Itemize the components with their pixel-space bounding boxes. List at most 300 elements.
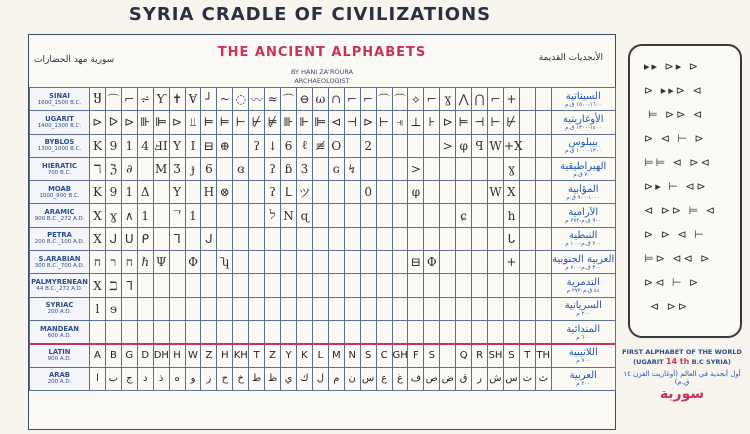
script-date: 700 B.C.	[47, 169, 72, 176]
letter-cell	[360, 157, 376, 180]
letter-cell	[408, 274, 424, 297]
letter-cell	[456, 274, 472, 297]
letter-cell: M	[328, 344, 344, 367]
script-name-cell	[30, 157, 90, 180]
letter-cell	[456, 320, 472, 343]
letter-cell: ⊳	[121, 111, 137, 134]
arabic-script-name: المندائية	[566, 323, 601, 335]
letter-cell	[153, 204, 169, 227]
letter-cell	[249, 297, 265, 320]
letter-cell	[424, 204, 440, 227]
letter-cell	[344, 204, 360, 227]
letter-cell	[519, 227, 535, 250]
letter-cell	[233, 227, 249, 250]
letter-cell: ⊪	[281, 111, 297, 134]
letter-cell	[296, 227, 312, 250]
letter-cell: ⊭	[265, 111, 281, 134]
letter-cell: ᑭ	[137, 227, 153, 250]
letter-cell: S	[424, 344, 440, 367]
letter-cell: ∧	[121, 204, 137, 227]
letter-cell: ɣ	[105, 204, 121, 227]
letter-cell	[519, 320, 535, 343]
letter-cell: T	[519, 344, 535, 367]
arabic-name-cell	[551, 251, 615, 274]
letter-cell: ⊩	[296, 111, 312, 134]
letter-cell: ح	[217, 367, 233, 390]
letter-cell	[281, 251, 297, 274]
letter-cell: ɣ	[503, 157, 519, 180]
letter-cell: ⊫	[312, 111, 328, 134]
letter-cell: ⊪	[137, 111, 153, 134]
letter-cell: O	[328, 134, 344, 157]
letter-cell	[265, 320, 281, 343]
letter-cell	[265, 297, 281, 320]
letter-cell: M	[153, 157, 169, 180]
letter-cell: X	[90, 227, 106, 250]
arabic-name-cell	[551, 320, 615, 343]
letter-cell: ⩫	[137, 88, 153, 111]
letter-cell: Φ	[185, 251, 201, 274]
letter-cell	[249, 227, 265, 250]
letter-cell	[424, 320, 440, 343]
letter-cell: C	[376, 344, 392, 367]
letter-cell: ℏ	[137, 251, 153, 274]
script-name-cell	[30, 134, 90, 157]
byline	[29, 68, 615, 86]
letter-cell: 9	[105, 134, 121, 157]
script-name-cell	[30, 204, 90, 227]
letter-cell	[137, 297, 153, 320]
letter-cell: ℓ	[296, 134, 312, 157]
letter-cell	[233, 297, 249, 320]
letter-cell: ذ	[153, 367, 169, 390]
letter-cell: ↓	[265, 134, 281, 157]
letter-cell: ت	[519, 367, 535, 390]
cuneiform-line: ⊨⊳ ⊲⊲ ⊳	[644, 252, 712, 265]
letter-cell	[392, 181, 408, 204]
letter-cell	[376, 134, 392, 157]
letter-cell: Y	[169, 134, 185, 157]
letter-cell: ɟ	[185, 157, 201, 180]
alphabet-chart-frame	[28, 34, 616, 430]
letter-cell	[376, 297, 392, 320]
letter-cell: 2	[360, 134, 376, 157]
letter-cell	[185, 320, 201, 343]
letter-cell	[472, 297, 488, 320]
letter-cell: ث	[535, 367, 551, 390]
letter-cell: ꟼ	[472, 134, 488, 157]
tablet-caption-post: B.C SYRIA)	[691, 358, 731, 366]
arabic-script-name: الأوغاريتية	[562, 113, 604, 125]
letter-cell	[137, 320, 153, 343]
arabic-script-date: ٢٠٠ م	[576, 311, 591, 318]
letter-cell: ص	[424, 367, 440, 390]
arabic-title-right: الأبجديات القديمة	[538, 53, 603, 63]
letter-cell: ɕ	[456, 204, 472, 227]
letter-cell: ↯	[344, 157, 360, 180]
letter-cell: H	[201, 181, 217, 204]
letter-cell: A	[90, 344, 106, 367]
letter-cell: ⊳	[169, 111, 185, 134]
tablet-caption-line1: FIRST ALPHABET OF THE WORLD	[622, 348, 742, 356]
script-name-cell	[30, 344, 90, 367]
script-name-cell	[30, 251, 90, 274]
letter-cell: ش	[488, 367, 504, 390]
letter-cell: م	[328, 367, 344, 390]
letter-cell: Ʒ	[169, 157, 185, 180]
letter-cell	[440, 251, 456, 274]
arabic-script-name: السيناتية	[565, 90, 601, 102]
letter-cell: ᒪ	[281, 181, 297, 204]
letter-cell	[519, 251, 535, 274]
letter-cell	[312, 181, 328, 204]
letter-cell	[344, 181, 360, 204]
letter-cell: ف	[408, 367, 424, 390]
letter-cell: ⌐	[121, 88, 137, 111]
script-name-cell	[30, 111, 90, 134]
letter-cell	[519, 181, 535, 204]
letter-cell: D	[137, 344, 153, 367]
cuneiform-line: ⊳▸ ⊢ ⊲⊳	[644, 180, 708, 193]
latin-separator-line	[29, 343, 615, 345]
letter-cell	[472, 320, 488, 343]
arabic-script-name: بيبلوس	[568, 137, 598, 149]
letter-cell	[424, 134, 440, 157]
script-name-cell	[30, 367, 90, 390]
letter-cell: 1	[137, 204, 153, 227]
cuneiform-line: ⊳ ⊳ ⊲ ⊢	[644, 228, 706, 241]
letter-cell: ⫫	[185, 111, 201, 134]
arabic-script-name: المؤابية	[567, 183, 599, 195]
letter-cell: G	[121, 344, 137, 367]
letter-cell	[376, 274, 392, 297]
letter-cell: ⋂	[472, 88, 488, 111]
letter-cell	[265, 227, 281, 250]
letter-cell: ⊫	[153, 111, 169, 134]
arabic-script-name: التدمرية	[566, 277, 600, 289]
letter-cell	[424, 157, 440, 180]
letter-cell	[296, 274, 312, 297]
arabic-script-name: الآرامية	[568, 207, 599, 219]
script-date: 300 B.C._700 A.D.	[34, 262, 85, 269]
letter-cell: F	[408, 344, 424, 367]
alphabet-row	[30, 367, 616, 390]
letter-cell: ⊳	[360, 111, 376, 134]
letter-cell	[519, 297, 535, 320]
letter-cell	[472, 227, 488, 250]
script-date: 1600_1500 B.C.	[37, 99, 82, 106]
arabic-script-date: ٢٠٠ ق.م-١٠٠ م	[565, 241, 602, 248]
letter-cell	[312, 297, 328, 320]
letter-cell	[169, 251, 185, 274]
letter-cell	[328, 251, 344, 274]
letter-cell	[360, 320, 376, 343]
letter-cell: ツ	[296, 181, 312, 204]
letter-cell: ن	[344, 367, 360, 390]
letter-cell	[376, 320, 392, 343]
letter-cell	[440, 204, 456, 227]
letter-cell: ظ	[265, 367, 281, 390]
letter-cell	[440, 274, 456, 297]
letter-cell	[153, 227, 169, 250]
letter-cell	[201, 204, 217, 227]
letter-cell: ⊢	[376, 111, 392, 134]
letter-cell: ח	[90, 251, 106, 274]
letter-cell: ✝	[169, 88, 185, 111]
letter-cell	[408, 204, 424, 227]
letter-cell	[408, 134, 424, 157]
cuneiform-line: ⊲ ⊳⊳	[650, 300, 690, 313]
letter-cell: خ	[233, 367, 249, 390]
arabic-script-date: ١٤٠٠-١٣٠٠ ق.م	[564, 124, 602, 131]
letter-cell: ⌒	[105, 88, 121, 111]
letter-cell: ط	[249, 367, 265, 390]
letter-cell	[265, 251, 281, 274]
chart-subtitle: THE ANCIENT ALPHABETS	[217, 45, 427, 60]
script-date: 1400_1300 B.C.	[37, 122, 82, 129]
letter-cell	[296, 251, 312, 274]
letter-cell	[376, 181, 392, 204]
letter-cell	[360, 297, 376, 320]
letter-cell	[201, 274, 217, 297]
letter-cell: >	[440, 134, 456, 157]
letter-cell: ⊣	[344, 111, 360, 134]
letter-cell: X	[503, 181, 519, 204]
cuneiform-line: ⊳⊲ ⊢ ⊳	[644, 276, 701, 289]
letter-cell	[535, 227, 551, 250]
letter-cell: ل	[312, 367, 328, 390]
letter-cell: S	[503, 344, 519, 367]
letter-cell: W	[185, 344, 201, 367]
letter-cell	[456, 157, 472, 180]
letter-cell: ⊬	[503, 111, 519, 134]
letter-cell: ʔ	[249, 134, 265, 157]
letter-cell	[105, 320, 121, 343]
letter-cell	[535, 134, 551, 157]
letter-cell: ⌐	[360, 88, 376, 111]
alphabet-row	[30, 251, 616, 274]
letter-cell: ض	[440, 367, 456, 390]
letter-cell	[456, 251, 472, 274]
letter-cell: φ	[456, 134, 472, 157]
letter-cell: ⊗	[217, 181, 233, 204]
script-name: BYBLOS	[44, 138, 75, 147]
letter-cell: ⫣	[392, 111, 408, 134]
letter-cell: L	[312, 344, 328, 367]
letter-cell: ⌒	[392, 88, 408, 111]
letter-cell: N	[344, 344, 360, 367]
script-date: 44 B.C._272 A.D.	[36, 286, 83, 293]
letter-cell	[392, 320, 408, 343]
letter-cell: N	[281, 204, 297, 227]
tablet-caption-century: 14 th	[665, 357, 690, 366]
letter-cell: ℸ	[90, 157, 106, 180]
letter-cell: ⊖	[296, 88, 312, 111]
letter-cell	[121, 320, 137, 343]
letter-cell	[328, 297, 344, 320]
letter-cell	[472, 251, 488, 274]
letter-cell	[312, 204, 328, 227]
letter-cell	[535, 320, 551, 343]
script-name: ARAMIC	[44, 208, 75, 217]
letter-cell	[217, 227, 233, 250]
letter-cell: ي	[281, 367, 297, 390]
letter-cell: د	[137, 367, 153, 390]
letter-cell	[472, 157, 488, 180]
letter-cell: B	[105, 344, 121, 367]
letter-cell	[440, 320, 456, 343]
letter-cell	[185, 274, 201, 297]
author-role: ARCHAEOLOGIST	[294, 77, 350, 85]
letter-cell	[312, 320, 328, 343]
arabic-name-cell	[551, 88, 615, 111]
alphabet-row	[30, 274, 616, 297]
letter-cell: Ⴘ	[90, 88, 106, 111]
letter-cell	[519, 157, 535, 180]
letter-cell	[472, 181, 488, 204]
cuneiform-line: ⊨⊨ ⊲ ⊳⊲	[644, 156, 712, 169]
letter-cell	[344, 227, 360, 250]
letter-cell: Y	[169, 181, 185, 204]
letter-cell	[121, 297, 137, 320]
ugarit-tablet-illustration	[628, 44, 742, 338]
letter-cell	[185, 181, 201, 204]
letter-cell: ᒍ	[105, 227, 121, 250]
script-name: SYRIAC	[45, 301, 74, 310]
letter-cell	[281, 297, 297, 320]
script-date: 1000_900 B.C.	[39, 192, 80, 199]
letter-cell	[344, 274, 360, 297]
script-name: PALMYRENEAN	[31, 278, 88, 287]
script-date: 1300_1000 B.C.	[37, 146, 82, 153]
arabic-script-date: ١٣٠٠-١٠٠٠ ق.م	[564, 148, 602, 155]
script-name: MANDEAN	[40, 324, 79, 333]
letter-cell	[265, 274, 281, 297]
letter-cell	[169, 297, 185, 320]
letter-cell: ⊢	[233, 111, 249, 134]
letter-cell	[90, 320, 106, 343]
letter-cell: ᐅ	[105, 111, 121, 134]
letter-cell: ℶ	[105, 274, 121, 297]
letter-cell: س	[360, 367, 376, 390]
arabic-name-cell	[551, 111, 615, 134]
letter-cell: ≈	[265, 88, 281, 111]
letter-cell	[328, 320, 344, 343]
arabic-script-date: ١٠٠٠-٩٠٠ ق.م	[566, 194, 601, 201]
letter-cell	[312, 227, 328, 250]
tablet-caption-pre: (UGARIT	[633, 358, 664, 366]
letter-cell	[281, 227, 297, 250]
cuneiform-line: ⊳ ▸▸⊳ ⊲	[644, 84, 704, 97]
letter-cell: 1	[121, 134, 137, 157]
script-name-cell	[30, 297, 90, 320]
letter-cell: ɓ	[281, 157, 297, 180]
letter-cell: 1	[121, 181, 137, 204]
letter-cell: 4	[137, 134, 153, 157]
letter-cell	[328, 274, 344, 297]
letter-cell	[519, 204, 535, 227]
letter-cell: ⋀	[456, 88, 472, 111]
arabic-name-cell	[551, 367, 615, 390]
arabic-script-date: ١٦٠٠-١٥٠٠ ق.م	[564, 101, 602, 108]
arabic-script-date: ٢٠٠ م	[576, 381, 591, 388]
letter-cell: ᒣ	[169, 227, 185, 250]
letter-cell: Ψ	[153, 251, 169, 274]
letter-cell	[201, 320, 217, 343]
letter-cell	[233, 134, 249, 157]
letter-cell	[344, 251, 360, 274]
letter-cell: SH	[488, 344, 504, 367]
letter-cell	[344, 134, 360, 157]
letter-cell	[217, 204, 233, 227]
script-name-cell	[30, 88, 90, 111]
letter-cell	[360, 274, 376, 297]
letter-cell	[153, 181, 169, 204]
script-name-cell	[30, 274, 90, 297]
letter-cell	[456, 227, 472, 250]
letter-cell: ᑌ	[121, 227, 137, 250]
main-title: SYRIA CRADLE OF CIVILIZATIONS	[128, 4, 492, 25]
arabic-script-date: ٧٠٠ ق.م	[573, 171, 594, 178]
letter-cell: ∩	[328, 88, 344, 111]
letter-cell: ⊳	[90, 111, 106, 134]
letter-cell: S	[360, 344, 376, 367]
letter-cell	[376, 204, 392, 227]
letter-cell: ⌐	[488, 88, 504, 111]
letter-cell: ق	[456, 367, 472, 390]
letter-cell	[424, 297, 440, 320]
letter-cell: ┘	[201, 88, 217, 111]
script-name: ARAB	[49, 371, 70, 380]
letter-cell	[360, 251, 376, 274]
letter-cell: ʔ	[265, 157, 281, 180]
letter-cell: ~	[217, 88, 233, 111]
letter-cell: ⊥	[408, 111, 424, 134]
letter-cell	[392, 297, 408, 320]
letter-cell	[488, 227, 504, 250]
letter-cell	[408, 297, 424, 320]
letter-cell	[281, 320, 297, 343]
letter-cell	[312, 251, 328, 274]
script-date: 900 B.C._272 A.D.	[34, 216, 85, 223]
letter-cell	[488, 274, 504, 297]
letter-cell: ⊨	[456, 111, 472, 134]
letter-cell	[392, 274, 408, 297]
letter-cell: ع	[376, 367, 392, 390]
letter-cell	[503, 274, 519, 297]
letter-cell	[456, 181, 472, 204]
letter-cell: ɞ	[233, 157, 249, 180]
letter-cell	[535, 157, 551, 180]
alphabet-row	[30, 320, 616, 343]
letter-cell	[217, 320, 233, 343]
arabic-name-cell	[551, 181, 615, 204]
letter-cell: l	[90, 297, 106, 320]
letter-cell: >	[408, 157, 424, 180]
letter-cell	[249, 251, 265, 274]
letter-cell: و	[185, 367, 201, 390]
letter-cell	[201, 297, 217, 320]
letter-cell: 6	[201, 157, 217, 180]
letter-cell	[440, 157, 456, 180]
letter-cell: ك	[296, 367, 312, 390]
letter-cell	[153, 320, 169, 343]
letter-cell: ⊟	[408, 251, 424, 274]
letter-cell: +X	[503, 134, 519, 157]
letter-cell: ⊨	[201, 111, 217, 134]
letter-cell: ⟡	[408, 88, 424, 111]
letter-cell	[344, 297, 360, 320]
